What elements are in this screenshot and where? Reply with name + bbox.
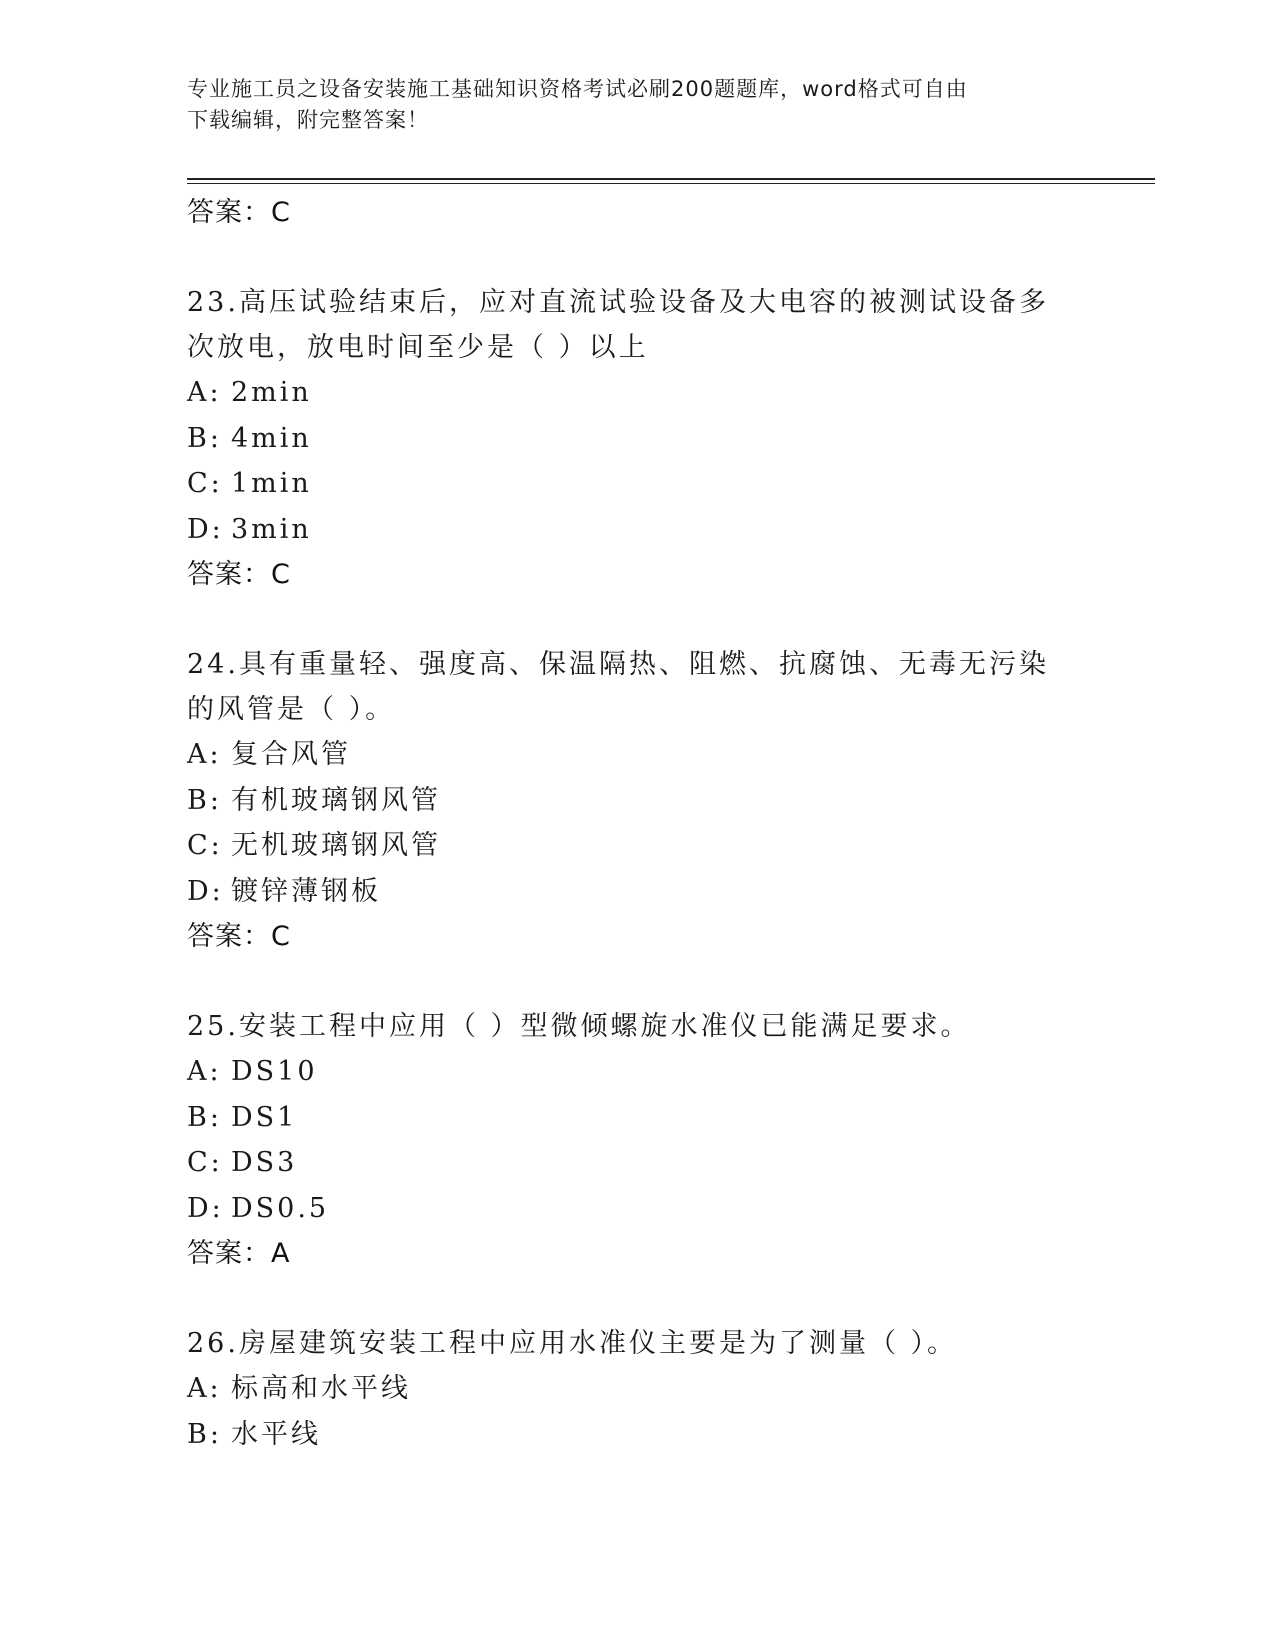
option-text: 3min: [231, 513, 312, 545]
option-text: 2min: [231, 377, 312, 408]
option-letter: A:: [187, 1373, 222, 1404]
option-text: DS10: [231, 1056, 318, 1087]
question-list: [187, 190, 1087, 1457]
option-text: DS3: [231, 1147, 298, 1178]
option-item: [187, 778, 1087, 824]
question-spacer: [187, 598, 1087, 642]
option-letter: B:: [187, 1101, 222, 1133]
option-letter: A:: [187, 377, 222, 408]
option-text: 有机玻璃钢风管: [231, 784, 441, 816]
option-letter: C:: [187, 1147, 223, 1178]
option-letter: D:: [187, 1192, 224, 1224]
option-letter: B:: [187, 784, 222, 816]
header-rule-thin: [187, 183, 1155, 184]
option-text: DS1: [231, 1101, 298, 1133]
option-item: [187, 823, 1087, 869]
question-text: 23.高压试验结束后，应对直流试验设备及大电容的被测试设备多次放电，放电时间至少是（ ）以上: [187, 287, 1049, 363]
option-item: [187, 869, 1087, 915]
option-letter: C:: [187, 830, 223, 861]
option-item: [187, 732, 1087, 778]
question-text: 26.房屋建筑安装工程中应用水准仪主要是为了测量（ ）。: [187, 1328, 958, 1359]
option-letter: D:: [187, 513, 224, 545]
option-item: [187, 507, 1087, 553]
question-spacer: [187, 236, 1087, 280]
question-spacer: [187, 1277, 1087, 1321]
answer-line: 答案：C: [187, 197, 291, 228]
option-text: 镀锌薄钢板: [231, 875, 381, 907]
option-letter: A:: [187, 739, 222, 770]
answer-line: 答案：C: [187, 921, 291, 952]
option-item: [187, 416, 1087, 462]
option-text: 标高和水平线: [231, 1373, 411, 1404]
answer-line: 答案：A: [187, 1238, 291, 1269]
option-letter: C:: [187, 468, 223, 499]
option-letter: B:: [187, 1418, 222, 1450]
option-item: [187, 1095, 1087, 1141]
option-item: [187, 461, 1087, 507]
option-item: [187, 1140, 1087, 1186]
header-rule-thick: [187, 178, 1155, 180]
option-item: [187, 1412, 1087, 1458]
option-item: [187, 1186, 1087, 1232]
option-letter: B:: [187, 422, 222, 454]
answer-line: 答案：C: [187, 559, 291, 590]
document-header: [187, 74, 1067, 136]
header-line-2: 下载编辑，附完整答案！: [187, 108, 429, 132]
option-text: 水平线: [231, 1418, 321, 1450]
option-text: DS0.5: [231, 1192, 330, 1224]
question-text: 24.具有重量轻、强度高、保温隔热、阻燃、抗腐蚀、无毒无污染的风管是（ ）。: [187, 649, 1049, 725]
option-item: [187, 1049, 1087, 1095]
option-letter: A:: [187, 1056, 222, 1087]
header-line-1: 专业施工员之设备安装施工基础知识资格考试必刷200题题库，word格式可自由: [187, 77, 968, 101]
option-letter: D:: [187, 875, 224, 907]
question-spacer: [187, 960, 1087, 1004]
option-item: [187, 1366, 1087, 1412]
option-text: 4min: [231, 422, 312, 454]
option-text: 复合风管: [231, 739, 351, 770]
option-text: 1min: [231, 468, 312, 499]
question-text: 25.安装工程中应用（ ）型微倾螺旋水准仪已能满足要求。: [187, 1011, 971, 1042]
option-item: [187, 370, 1087, 416]
option-text: 无机玻璃钢风管: [231, 830, 441, 861]
